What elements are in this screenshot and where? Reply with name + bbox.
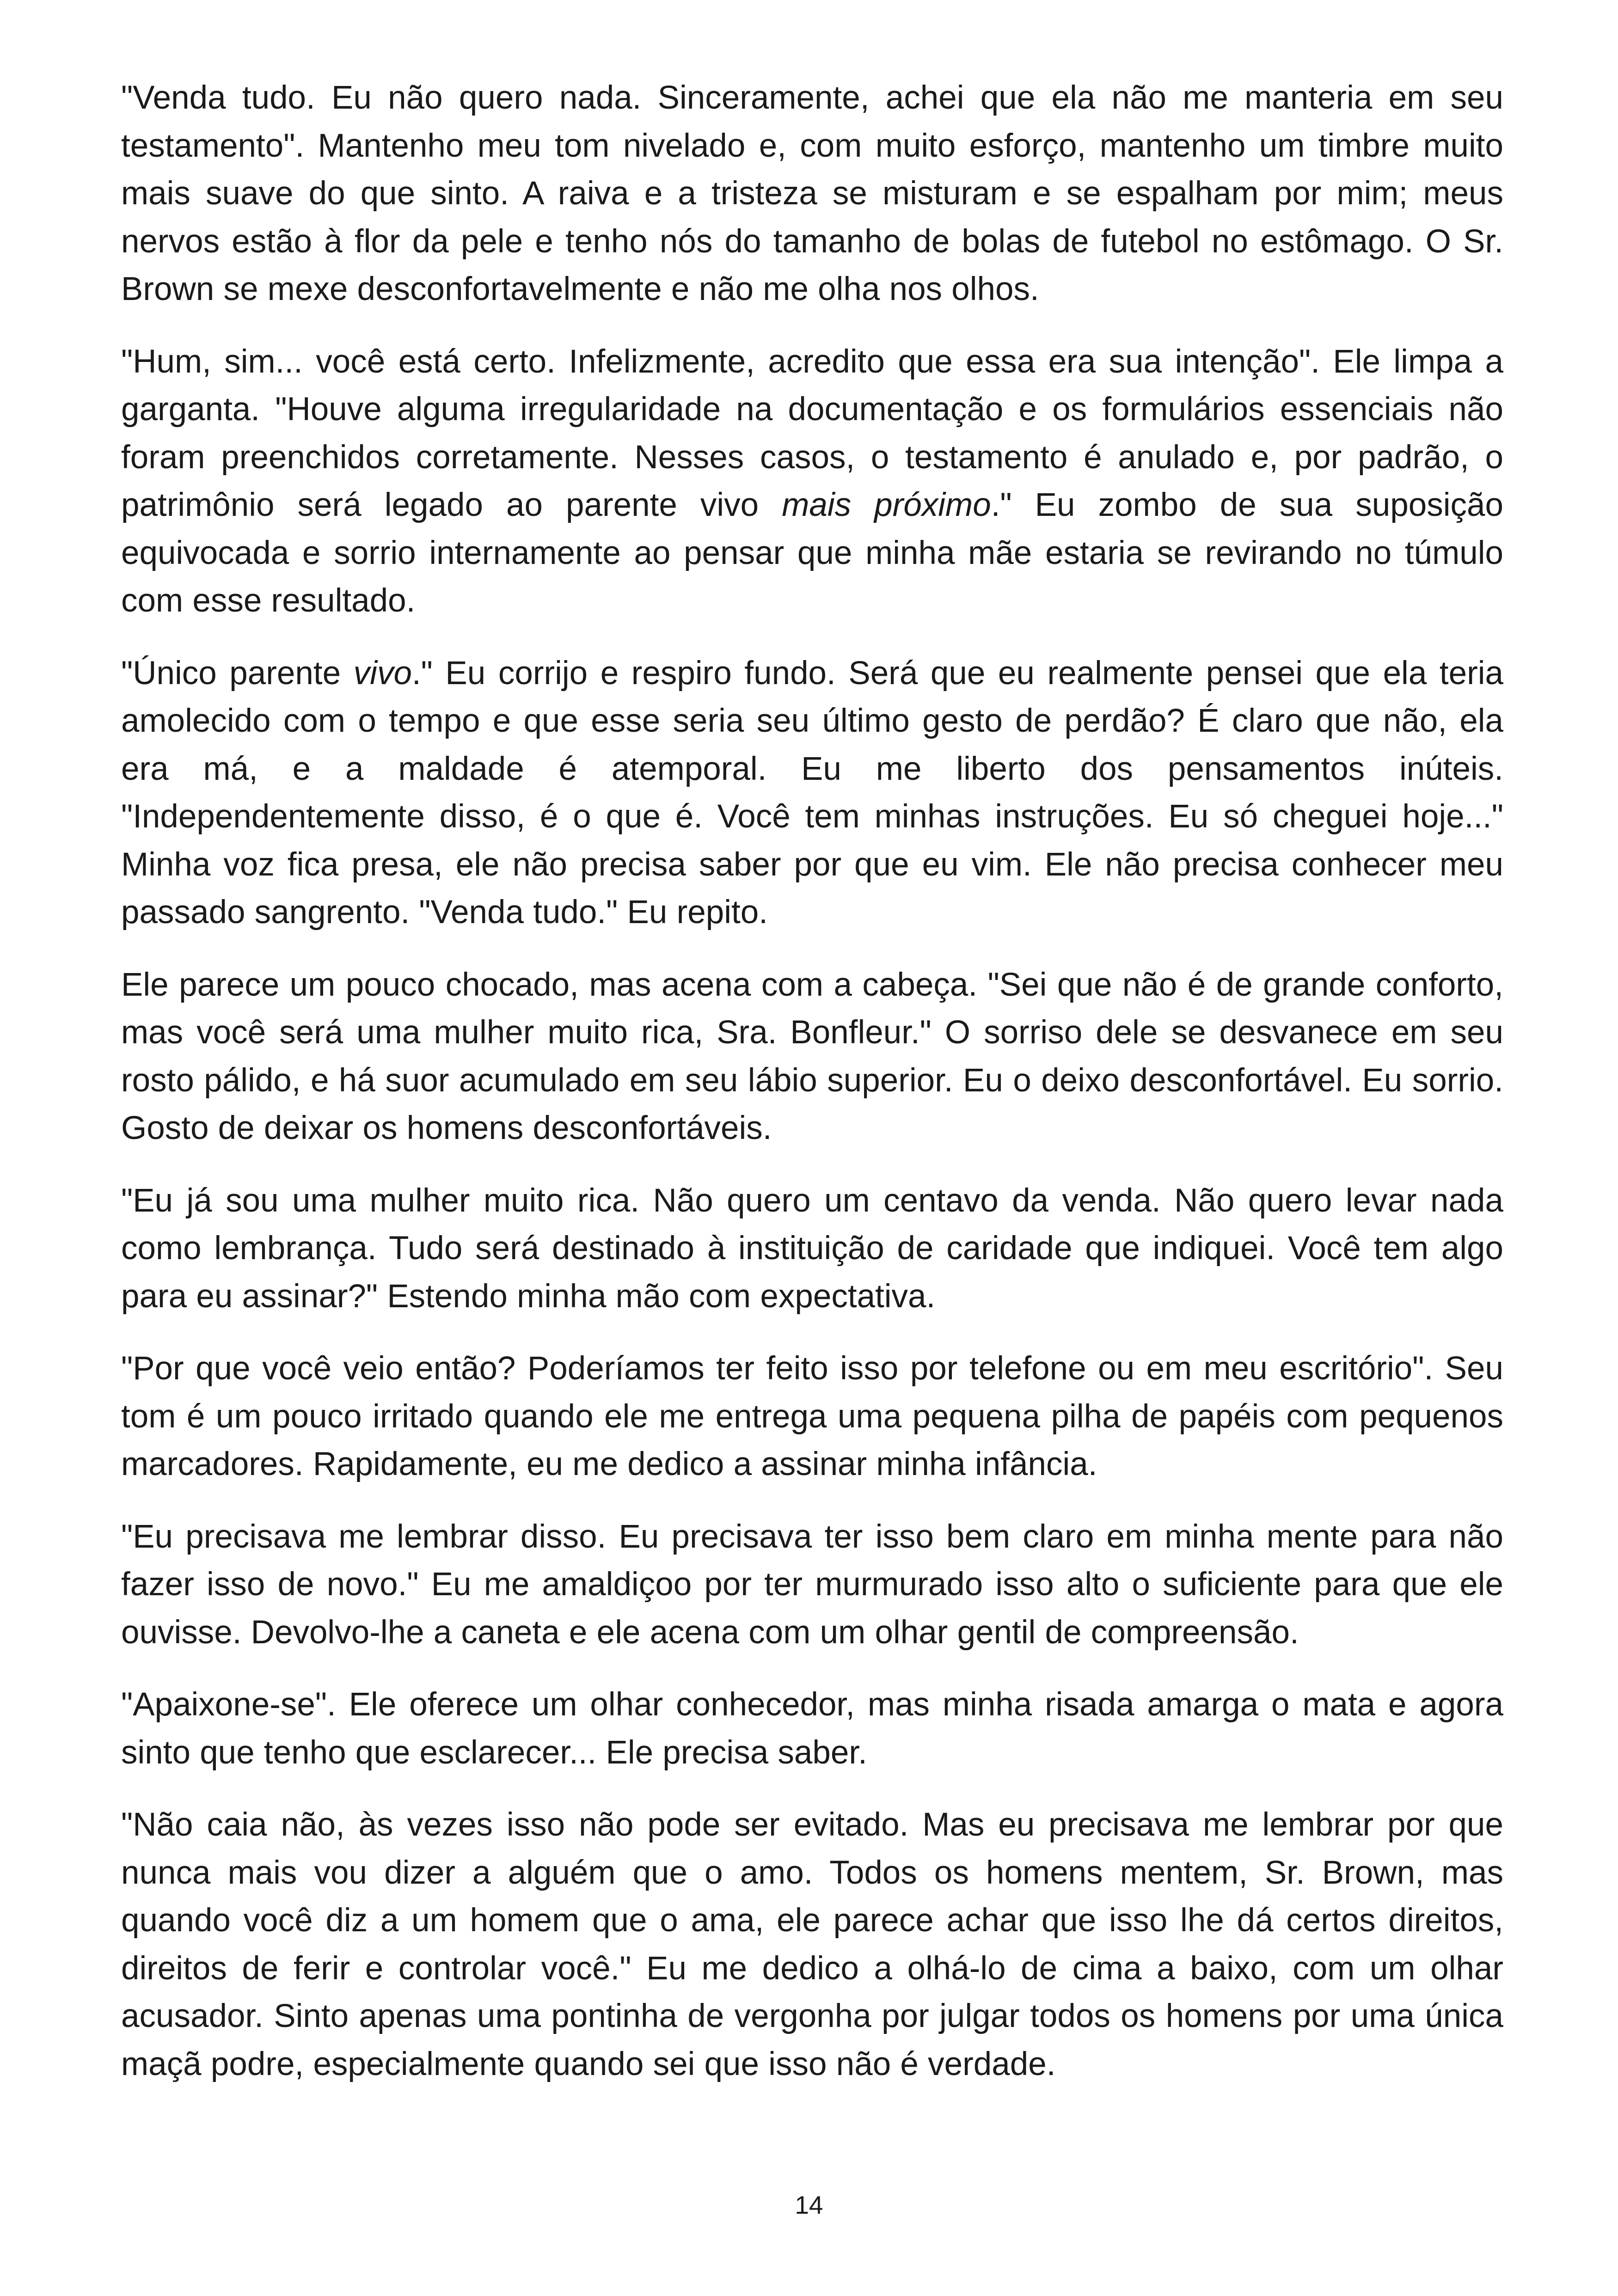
paragraph-text: Ele parece um pouco chocado, mas acena com a cabeça. "Sei que não é de grande conforto, mas você será uma mulher muito rica, Sra. Bonfleur." O sorriso dele se desvanece em seu rosto pálido, e há suor acumulado em seu lábio superior. Eu o deixo desconfortável. Eu sorrio. Gosto de deixar os homens desconfortáveis. [121, 966, 1503, 1146]
paragraph-4 [121, 961, 1503, 1152]
paragraph-6 [121, 1345, 1503, 1488]
paragraph-2 [121, 338, 1503, 625]
paragraph-text: "Eu precisava me lembrar disso. Eu precisava ter isso bem claro em minha mente para não fazer isso de novo." Eu me amaldiçoo por ter murmurado isso alto o suficiente para que ele ouvisse. Devolvo-lhe a caneta e ele acena com um olhar gentil de compreensão. [121, 1518, 1503, 1651]
paragraph-text: ." Eu zombo de sua suposição equivocada e sorrio internamente ao pensar que minha mãe estaria se revirando no túmulo com esse resultado. [121, 487, 1503, 619]
paragraph-text: "Não caia não, às vezes isso não pode ser evitado. Mas eu precisava me lembrar por que nunca mais vou dizer a alguém que o amo. Todos os homens mentem, Sr. Brown, mas quando você diz a um homem que o ama, ele parece achar que isso lhe dá certos direitos, direitos de ferir e controlar você." Eu me dedico a olhá-lo de cima a baixo, com um olhar acusador. Sinto apenas uma pontinha de vergonha por julgar todos os homens por uma única maçã podre, especialmente quando sei que isso não é verdade. [121, 1806, 1503, 2082]
emphasis-text: mais próximo [782, 487, 991, 523]
paragraph-text: "Por que você veio então? Poderíamos ter feito isso por telefone ou em meu escritório". Seu tom é um pouco irritado quando ele me entrega uma pequena pilha de papéis com pequenos marcadores. Rapidamente, eu me dedico a assinar minha infância. [121, 1350, 1503, 1482]
paragraph-text: ." Eu corrijo e respiro fundo. Será que eu realmente pensei que ela teria amolecido com o tempo e que esse seria seu último gesto de perdão? É claro que não, ela era má, e a maldade é atemporal. Eu me liberto dos pensamentos inúteis. "Independentemente disso, é o que é. Você tem minhas instruções. Eu só cheguei hoje..." Minha voz fica presa, ele não precisa saber por que eu vim. Ele não precisa conhecer meu passado sangrento. "Venda tudo." Eu repito. [121, 655, 1503, 931]
paragraph-text: "Único parente [121, 655, 354, 692]
page-body [121, 74, 1503, 2112]
paragraph-7 [121, 1513, 1503, 1657]
paragraph-9 [121, 1801, 1503, 2088]
paragraph-text: "Venda tudo. Eu não quero nada. Sinceramente, achei que ela não me manteria em seu testamento". Mantenho meu tom nivelado e, com muito esforço, mantenho um timbre muito mais suave do que sinto. A raiva e a tristeza se misturam e se espalham por mim; meus nervos estão à flor da pele e tenho nós do tamanho de bolas de futebol no estômago. O Sr. Brown se mexe desconfortavelmente e não me olha nos olhos. [121, 80, 1503, 307]
paragraph-1 [121, 74, 1503, 313]
paragraph-3 [121, 649, 1503, 937]
paragraph-5 [121, 1177, 1503, 1321]
paragraph-text: "Apaixone-se". Ele oferece um olhar conhecedor, mas minha risada amarga o mata e agora sinto que tenho que esclarecer... Ele precisa saber. [121, 1686, 1503, 1771]
page-number: 14 [795, 2191, 823, 2219]
paragraph-8 [121, 1681, 1503, 1776]
paragraph-text: "Hum, sim... você está certo. Infelizmente, acredito que essa era sua intenção". Ele limpa a garganta. "Houve alguma irregularidade na documentação e os formulários essenciais não foram preenchidos corretamente. Nesses casos, o testamento é anulado e, por padrão, o patrimônio será legado ao parente vivo [121, 343, 1503, 523]
emphasis-text: vivo [353, 655, 412, 692]
paragraph-text: "Eu já sou uma mulher muito rica. Não quero um centavo da venda. Não quero levar nada como lembrança. Tudo será destinado à instituição de caridade que indiquei. Você tem algo para eu assinar?" Estendo minha mão com expectativa. [121, 1182, 1503, 1315]
